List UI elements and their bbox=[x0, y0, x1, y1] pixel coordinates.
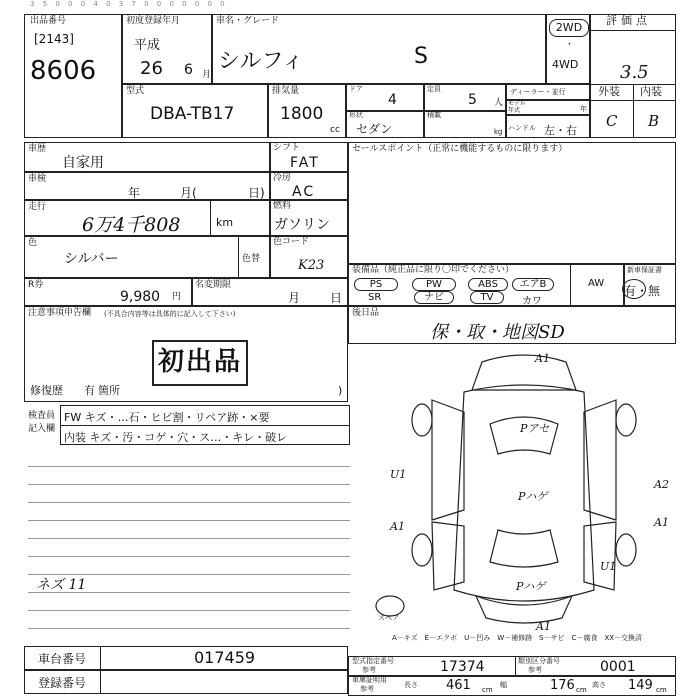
warranty-label: 新車保証書 bbox=[627, 266, 662, 274]
ext-grade: C bbox=[606, 112, 618, 130]
color-box bbox=[24, 236, 270, 278]
inspection-box bbox=[24, 172, 270, 200]
designation-value: 17374 bbox=[440, 659, 485, 675]
class-no-label: 類別区分番号 bbox=[518, 657, 560, 665]
dealer-label: ディーラー・並行 bbox=[510, 88, 566, 96]
dims-label: 車庫証明用 bbox=[352, 676, 387, 684]
doors-value: 4 bbox=[388, 92, 397, 108]
displacement-label: 排気量 bbox=[272, 86, 300, 96]
handle-label: ハンドル bbox=[508, 124, 536, 132]
inspector-label: 検査員記入欄 bbox=[28, 411, 56, 434]
name-change-month: 月 bbox=[288, 291, 301, 305]
shift-label: シフト bbox=[273, 143, 301, 153]
dims-height-label: 高さ bbox=[592, 681, 606, 689]
color-change-label: 色替 bbox=[242, 254, 261, 264]
drive-4wd-option: 4WD bbox=[552, 58, 579, 71]
handle-value: 左・右 bbox=[544, 124, 577, 137]
load-label: 積載 bbox=[427, 111, 441, 119]
mark-left-front: U1 bbox=[390, 468, 407, 481]
dims-width: 176 bbox=[550, 678, 575, 693]
class-no-value: 0001 bbox=[600, 659, 636, 675]
first-reg-month: 6 bbox=[184, 62, 193, 78]
mark-rear: A1 bbox=[536, 620, 551, 633]
equipment-label: 装備品（純正品に限り〇印でください） bbox=[352, 265, 515, 275]
load-unit: kg bbox=[494, 128, 503, 136]
repair-close: ) bbox=[338, 384, 343, 397]
inspection-year: 年 bbox=[128, 186, 141, 200]
equip-ps: PS bbox=[354, 278, 398, 291]
first-reg-month-unit: 月 bbox=[202, 70, 212, 80]
sales-point-label: セールスポイント（正常に機能するものに限ります） bbox=[352, 144, 568, 154]
int-grade: B bbox=[648, 112, 660, 130]
mileage-label: 走行 bbox=[28, 202, 47, 212]
model-name: シルフィ bbox=[218, 49, 304, 74]
mark-hood: Pアセ bbox=[520, 422, 550, 435]
drive-separator: ・ bbox=[565, 40, 575, 50]
equip-tv: TV bbox=[470, 291, 504, 304]
lot-label: 出品番号 bbox=[30, 16, 67, 26]
sales-point-box bbox=[348, 142, 676, 264]
mileage-unit: km bbox=[216, 216, 234, 229]
ext-label: 外装 bbox=[598, 85, 620, 98]
recycle-box bbox=[24, 278, 192, 306]
usage-box bbox=[24, 142, 270, 172]
first-listing-stamp: 初出品 bbox=[152, 340, 248, 386]
recycle-label: R券 bbox=[28, 280, 44, 290]
equip-aw: AW bbox=[588, 278, 605, 289]
usage-label: 車歴 bbox=[28, 144, 47, 154]
inspector-row-1: FW キズ・…石・ヒビ割・リペア跡・×要 bbox=[64, 411, 270, 424]
mark-front: A1 bbox=[535, 352, 550, 365]
dims-length-unit: cm bbox=[482, 686, 493, 694]
ac-value: AC bbox=[292, 184, 316, 200]
name-change-label: 名変期限 bbox=[195, 280, 232, 290]
handwritten-note: ネズ 11 bbox=[36, 577, 87, 593]
body-value: セダン bbox=[356, 122, 393, 136]
lot-code: [2143] bbox=[34, 32, 74, 46]
equip-airbag: エアB bbox=[512, 278, 554, 291]
displacement-unit: cc bbox=[330, 125, 340, 135]
equip-abs: ABS bbox=[468, 278, 508, 291]
model-year-label: モデル年式 bbox=[508, 100, 526, 114]
first-reg-year: 26 bbox=[140, 58, 163, 79]
mark-left-rear: A1 bbox=[390, 520, 405, 533]
ac-label: 冷房 bbox=[273, 173, 292, 183]
dims-sub: 参考 bbox=[360, 685, 374, 693]
model-label: 車名・グレード bbox=[216, 16, 280, 26]
mark-right-front: A2 bbox=[654, 478, 669, 491]
repair-place: 箇所 bbox=[98, 384, 120, 397]
mark-right-quarter: U1 bbox=[600, 560, 617, 573]
dims-width-label: 幅 bbox=[500, 681, 507, 689]
equip-sr: SR bbox=[368, 292, 382, 303]
spare-label: スペア bbox=[378, 614, 399, 622]
model-year-unit: 年 bbox=[580, 105, 587, 113]
first-reg-era: 平成 bbox=[134, 38, 161, 53]
damage-legend: A－キズ E－エクボ U－凹み W－補修跡 S－サビ C－腐食 XX－交換済 bbox=[392, 634, 643, 642]
fuel-label: 燃料 bbox=[273, 201, 292, 211]
displacement-value: 1800 bbox=[280, 104, 324, 124]
dims-height: 149 bbox=[628, 678, 653, 693]
color-label: 色 bbox=[28, 238, 38, 248]
lot-number: 8606 bbox=[30, 56, 97, 86]
equip-pw: PW bbox=[412, 278, 456, 291]
dims-width-unit: cm bbox=[576, 686, 587, 694]
doors-label: ドア bbox=[349, 85, 363, 93]
recycle-value: 9,980 bbox=[120, 289, 161, 305]
inspection-day: 日) bbox=[248, 186, 265, 200]
color-value: シルバー bbox=[64, 251, 119, 267]
mark-right-rear: A1 bbox=[654, 516, 669, 529]
rating-score: 3.5 bbox=[620, 62, 649, 83]
type-label: 型式 bbox=[126, 86, 145, 96]
int-label: 内装 bbox=[640, 85, 662, 98]
model-grade: S bbox=[414, 44, 428, 69]
capacity-unit: 人 bbox=[494, 98, 504, 108]
name-change-day: 日 bbox=[330, 291, 343, 305]
warranty-value: 有・無 bbox=[624, 284, 661, 298]
equip-leather: カワ bbox=[522, 296, 542, 307]
drive-2wd-option: 2WD bbox=[549, 19, 589, 37]
fuel-value: ガソリン bbox=[274, 217, 330, 233]
first-reg-label: 初度登録年月 bbox=[126, 16, 181, 26]
color-code-label: 色コード bbox=[273, 237, 310, 247]
top-strip: 3 5 0 0 0 4 0 3 7 0 0 0 0 0 0 0 bbox=[30, 0, 228, 8]
after-label: 後日品 bbox=[352, 308, 380, 318]
repair-value: 有 bbox=[84, 384, 95, 397]
reg-no-label: 登録番号 bbox=[38, 676, 87, 690]
warranty-circle-mark bbox=[622, 279, 646, 299]
dims-length-label: 長さ bbox=[404, 681, 418, 689]
equip-navi: ナビ bbox=[414, 291, 454, 304]
inspection-month: 月( bbox=[180, 186, 197, 200]
capacity-label: 定員 bbox=[427, 85, 441, 93]
repair-label: 修復歴 bbox=[30, 384, 63, 397]
color-code-value: K23 bbox=[298, 258, 325, 273]
usage-value: 自家用 bbox=[62, 155, 104, 171]
inspection-label: 車検 bbox=[28, 174, 47, 184]
body-label: 形状 bbox=[349, 111, 363, 119]
dims-height-unit: cm bbox=[656, 686, 667, 694]
rating-label: 評価点 bbox=[606, 14, 651, 27]
mileage-value: 6万4千808 bbox=[82, 214, 181, 236]
chassis-value: 017459 bbox=[194, 648, 256, 667]
notes-sublabel: (不具合内容等は具体的に記入して下さい) bbox=[104, 310, 236, 318]
inspector-row-2: 内装 キズ・汚・コゲ・穴・ス…・キレ・破レ bbox=[64, 431, 288, 444]
recycle-unit: 円 bbox=[172, 292, 182, 302]
capacity-value: 5 bbox=[468, 92, 477, 108]
mark-roof: Pハゲ bbox=[518, 490, 548, 503]
after-value: 保・取・地図SD bbox=[430, 322, 565, 343]
type-value: DBA-TB17 bbox=[150, 104, 235, 124]
mark-trunk: Pハゲ bbox=[516, 580, 546, 593]
class-no-sub: 参考 bbox=[528, 666, 542, 674]
chassis-label: 車台番号 bbox=[38, 652, 87, 666]
dims-length: 461 bbox=[446, 678, 471, 693]
shift-value: FAT bbox=[290, 155, 320, 171]
dims-box bbox=[348, 676, 676, 696]
notes-label: 注意事項申告欄 bbox=[28, 308, 92, 318]
designation-sub: 参考 bbox=[362, 666, 376, 674]
designation-label: 型式指定番号 bbox=[352, 657, 394, 665]
